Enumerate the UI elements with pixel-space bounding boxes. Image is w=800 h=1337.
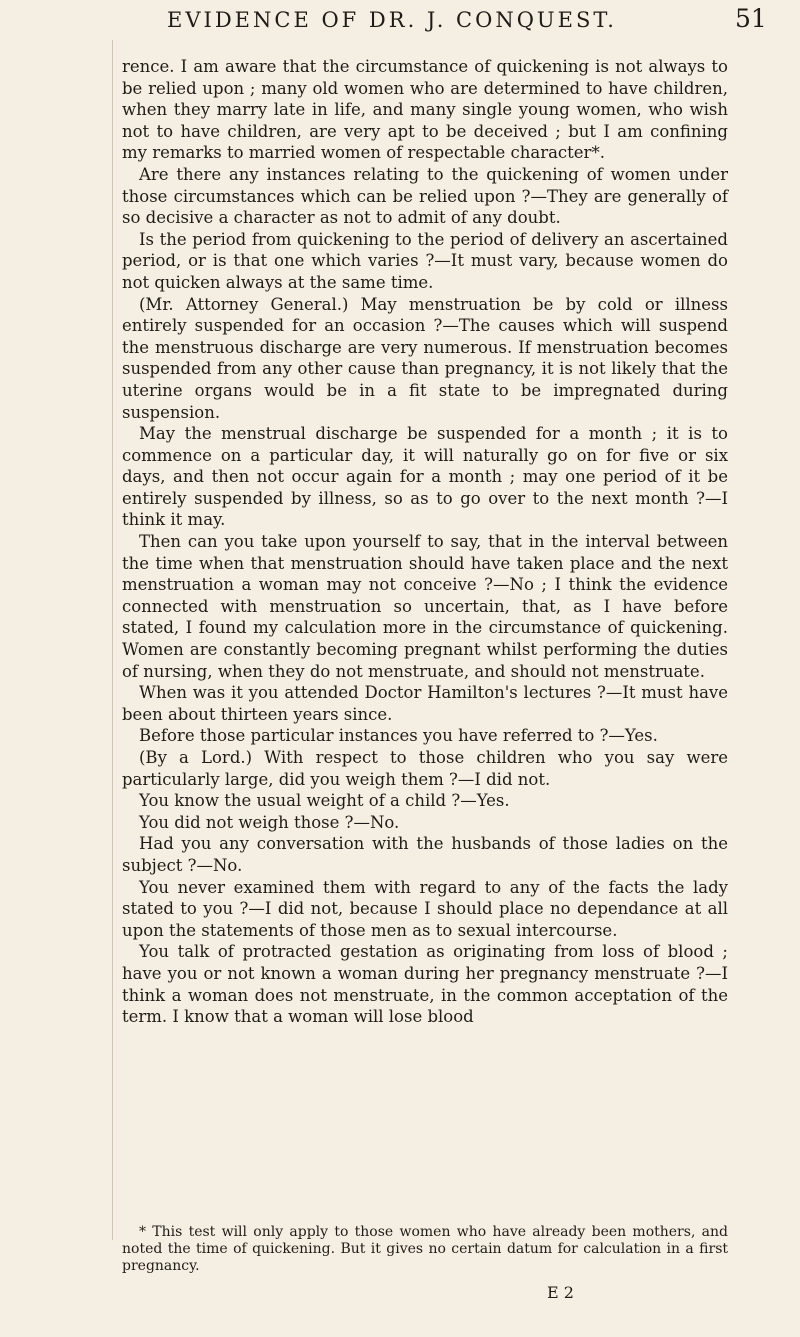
paragraph: Is the period from quickening to the period of delivery an ascertained period, or is that one which varies ?—It must vary, because women do not quicken always at the same time. — [122, 229, 728, 292]
footnote — [122, 1224, 728, 1275]
paragraph: (By a Lord.) With respect to those children who you say were particularly large, did you weigh them ?—I did not. — [122, 748, 728, 789]
paragraph: rence. I am aware that the circumstance of quickening is not always to be relied upon ; many old women who are determined to have children, when they marry late in life, and many single young women, who wish not to have children, are very apt to be deceived ; but I am confining my remarks to married women of respectable character*. — [122, 57, 728, 163]
paragraph: May the menstrual discharge be suspended for a month ; it is to commence on a particular day, it will naturally go on for five or six days, and then not occur again for a month ; may one period of it be entirely suspended by illness, so as to go over to the next month ?—I think it may. — [122, 424, 728, 530]
paragraph: Then can you take upon yourself to say, that in the interval between the time when that menstruation should have taken place and the next menstruation a woman may not conceive ?—No ; I think the evidence connected with menstruation so uncertain, that, as I have before stated, I found my calculation more in the circumstance of quickening. Women are constantly becoming pregnant whilst performing the duties of nursing, when they do not menstruate, and should not menstruate. — [122, 532, 728, 681]
gutter-shadow — [112, 40, 113, 1240]
signature-mark: E 2 — [547, 1283, 574, 1302]
paragraph: You did not weigh those ?—No. — [139, 812, 400, 832]
paragraph: Are there any instances relating to the quickening of women under those circumstances which can be relied upon ?—They are generally of so decisive a character as not to admit of any doubt. — [122, 164, 728, 228]
footnote-text: * This test will only apply to those women who have already been mothers, and noted the time of quickening. But it gives no certain datum for calculation in a first pregnancy. — [122, 1224, 728, 1274]
body-text — [122, 56, 728, 1028]
paragraph: You talk of protracted gestation as originating from loss of blood ; have you or not known a woman during her pregnancy menstruate ?—I think a woman does not menstruate, in the common acceptation of the term. I know that a woman will lose blood — [122, 942, 728, 1027]
paragraph: When was it you attended Doctor Hamilton's lectures ?—It must have been about thirteen years since. — [122, 683, 728, 724]
paragraph: You know the usual weight of a child ?—Yes. — [139, 791, 510, 811]
paragraph: You never examined them with regard to any of the facts the lady stated to you ?—I did not, because I should place no dependance at all upon the statements of those men as to sexual intercourse. — [122, 877, 728, 940]
paragraph: (Mr. Attorney General.) May menstruation be by cold or illness entirely suspended for an occasion ?—The causes which will suspend the menstruous discharge are very numerous. If menstruation becomes suspended from any other cause than pregnancy, it is not likely that the uterine organs would be in a fit state to be impregnated during suspension. — [122, 294, 728, 422]
paragraph: Had you any conversation with the husbands of those ladies on the subject ?—No. — [122, 834, 728, 875]
page-number: 51 — [735, 4, 767, 33]
paragraph: Before those particular instances you have referred to ?—Yes. — [139, 726, 658, 746]
running-title: EVIDENCE OF DR. J. CONQUEST. — [167, 8, 617, 32]
